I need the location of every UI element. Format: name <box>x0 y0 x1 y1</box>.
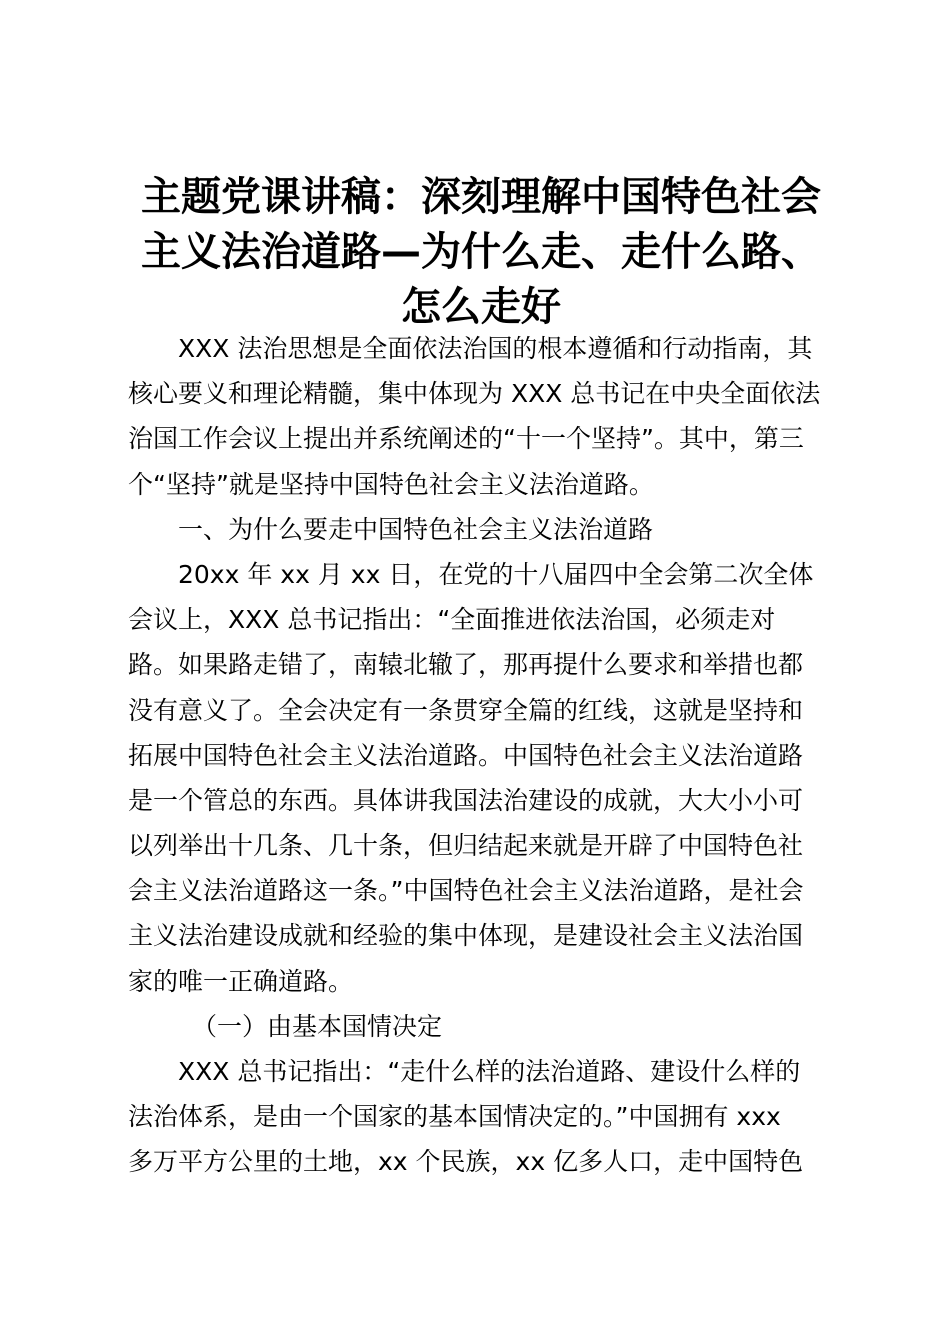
body-line: 核心要义和理论精髓，集中体现为 XXX 总书记在中央全面依法 <box>128 379 821 409</box>
body-line: 个“坚持”就是坚持中国特色社会主义法治道路。 <box>128 469 654 499</box>
body-line: 20xx 年 xx 月 xx 日，在党的十八届四中全会第二次全体 <box>178 559 814 589</box>
title-line: 主题党课讲稿：深刻理解中国特色社会 <box>141 174 821 220</box>
title-line: 主义法治道路—为什么走、走什么路、 <box>141 229 821 275</box>
body-line: 是一个管总的东西。具体讲我国法治建设的成就，大大小小可 <box>128 785 804 815</box>
body-line: 拓展中国特色社会主义法治道路。中国特色社会主义法治道路 <box>128 740 804 770</box>
subsection-heading: （一）由基本国情决定 <box>192 1011 443 1041</box>
body-line: 主义法治建设成就和经验的集中体现，是建设社会主义法治国 <box>128 921 804 951</box>
body-line: XXX 总书记指出：“走什么样的法治道路、建设什么样的 <box>178 1057 801 1086</box>
body-line: 以列举出十几条、几十条，但归结起来就是开辟了中国特色社 <box>128 831 804 861</box>
body-line: 会议上，XXX 总书记指出：“全面推进依法治国，必须走对 <box>128 605 776 635</box>
body-line: 法治体系，是由一个国家的基本国情决定的。”中国拥有 xxx <box>128 1102 781 1132</box>
body-line: 多万平方公里的土地，xx 个民族，xx 亿多人口，走中国特色 <box>128 1147 804 1177</box>
body-line: 治国工作会议上提出并系统阐述的“十一个坚持”。其中，第三 <box>128 424 804 454</box>
body-line: 会主义法治道路这一条。”中国特色社会主义法治道路，是社会 <box>128 876 804 906</box>
body-line: 家的唯一正确道路。 <box>128 966 354 996</box>
body-line: XXX 法治思想是全面依法治国的根本遵循和行动指南，其 <box>178 334 813 363</box>
title-line: 怎么走好 <box>401 284 561 330</box>
body-line: 没有意义了。全会决定有一条贯穿全篇的红线，这就是坚持和 <box>128 695 804 725</box>
body-line: 路。如果路走错了，南辕北辙了，那再提什么要求和举措也都 <box>128 650 804 680</box>
section-heading: 一、为什么要走中国特色社会主义法治道路 <box>178 514 654 544</box>
document-body <box>128 326 834 1185</box>
document-title <box>128 170 834 335</box>
